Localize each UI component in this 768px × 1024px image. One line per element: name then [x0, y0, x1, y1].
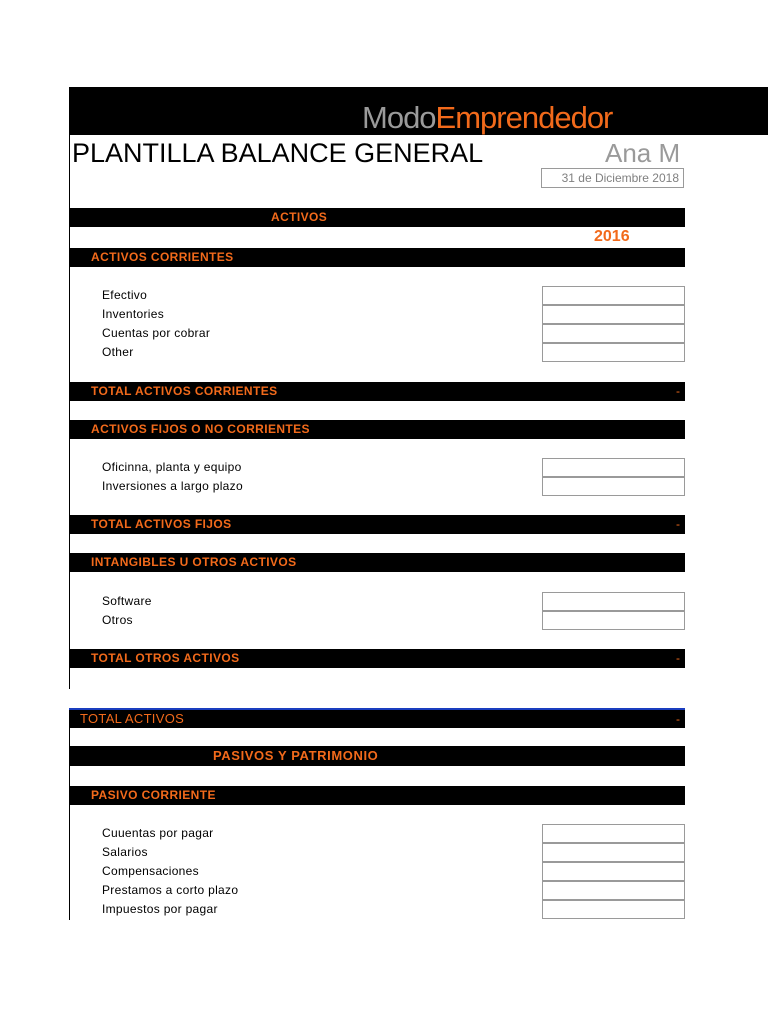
- value-cell-salarios[interactable]: [542, 843, 685, 862]
- line-item-label: Prestamos a corto plazo: [102, 883, 239, 897]
- sheet-left-border-lower: [69, 708, 70, 920]
- line-item-label: Other: [102, 345, 134, 359]
- date-field[interactable]: 31 de Diciembre 2018: [541, 168, 684, 188]
- value-cell-otros[interactable]: [542, 611, 685, 630]
- value-cell-cuentas-por-pagar[interactable]: [542, 824, 685, 843]
- total-label: TOTAL ACTIVOS CORRIENTES: [91, 384, 278, 398]
- total-activos-bar: [69, 708, 685, 728]
- activos-heading-bar: [69, 208, 685, 227]
- line-item-label: Compensaciones: [102, 864, 199, 878]
- value-cell-oficina-planta-equipo[interactable]: [542, 458, 685, 477]
- section-label: INTANGIBLES U OTROS ACTIVOS: [91, 555, 297, 569]
- total-value: -: [676, 517, 680, 531]
- total-label: TOTAL OTROS ACTIVOS: [91, 651, 240, 665]
- value-cell-efectivo[interactable]: [542, 286, 685, 305]
- pasivos-heading: PASIVOS Y PATRIMONIO: [213, 748, 379, 763]
- total-bar-activos-corrientes: [69, 382, 685, 401]
- section-label: ACTIVOS CORRIENTES: [91, 250, 234, 264]
- total-label: TOTAL ACTIVOS FIJOS: [91, 517, 232, 531]
- line-item-label: Oficinna, planta y equipo: [102, 460, 242, 474]
- line-item-label: Cuuentas por pagar: [102, 826, 214, 840]
- year-label: 2016: [594, 228, 630, 245]
- line-item-label: Software: [102, 594, 152, 608]
- brand-logo: [362, 98, 612, 138]
- value-cell-prestamos-corto-plazo[interactable]: [542, 881, 685, 900]
- section-label: ACTIVOS FIJOS O NO CORRIENTES: [91, 422, 310, 436]
- value-cell-inventories[interactable]: [542, 305, 685, 324]
- value-cell-software[interactable]: [542, 592, 685, 611]
- activos-heading: ACTIVOS: [271, 210, 328, 224]
- line-item-label: Inversiones a largo plazo: [102, 479, 243, 493]
- value-cell-inversiones-largo-plazo[interactable]: [542, 477, 685, 496]
- line-item-label: Inventories: [102, 307, 164, 321]
- value-cell-cuentas-por-cobrar[interactable]: [542, 324, 685, 343]
- total-activos-label: TOTAL ACTIVOS: [80, 711, 185, 726]
- line-item-label: Cuentas por cobrar: [102, 326, 211, 340]
- section-label: PASIVO CORRIENTE: [91, 788, 216, 802]
- company-name[interactable]: Ana M: [605, 138, 681, 168]
- page-title: PLANTILLA BALANCE GENERAL: [72, 138, 484, 168]
- total-bar-activos-fijos: [69, 515, 685, 534]
- section-header-pasivo-corriente: [69, 786, 685, 805]
- total-value: -: [676, 384, 680, 398]
- line-item-label: Efectivo: [102, 288, 148, 302]
- pasivos-heading-bar: [69, 746, 685, 766]
- line-item-label: Otros: [102, 613, 133, 627]
- value-cell-compensaciones[interactable]: [542, 862, 685, 881]
- total-value: -: [676, 651, 680, 665]
- brand-logo-part1: Modo: [362, 100, 436, 135]
- section-header-activos-corrientes: [69, 248, 685, 267]
- section-header-activos-fijos: [69, 420, 685, 439]
- value-cell-impuestos-por-pagar[interactable]: [542, 900, 685, 919]
- value-cell-other[interactable]: [542, 343, 685, 362]
- brand-logo-part2: Emprendedor: [435, 100, 613, 135]
- line-item-label: Impuestos por pagar: [102, 902, 218, 916]
- total-bar-otros-activos: [69, 649, 685, 668]
- total-activos-value: -: [676, 712, 680, 726]
- section-header-intangibles: [69, 553, 685, 572]
- line-item-label: Salarios: [102, 845, 148, 859]
